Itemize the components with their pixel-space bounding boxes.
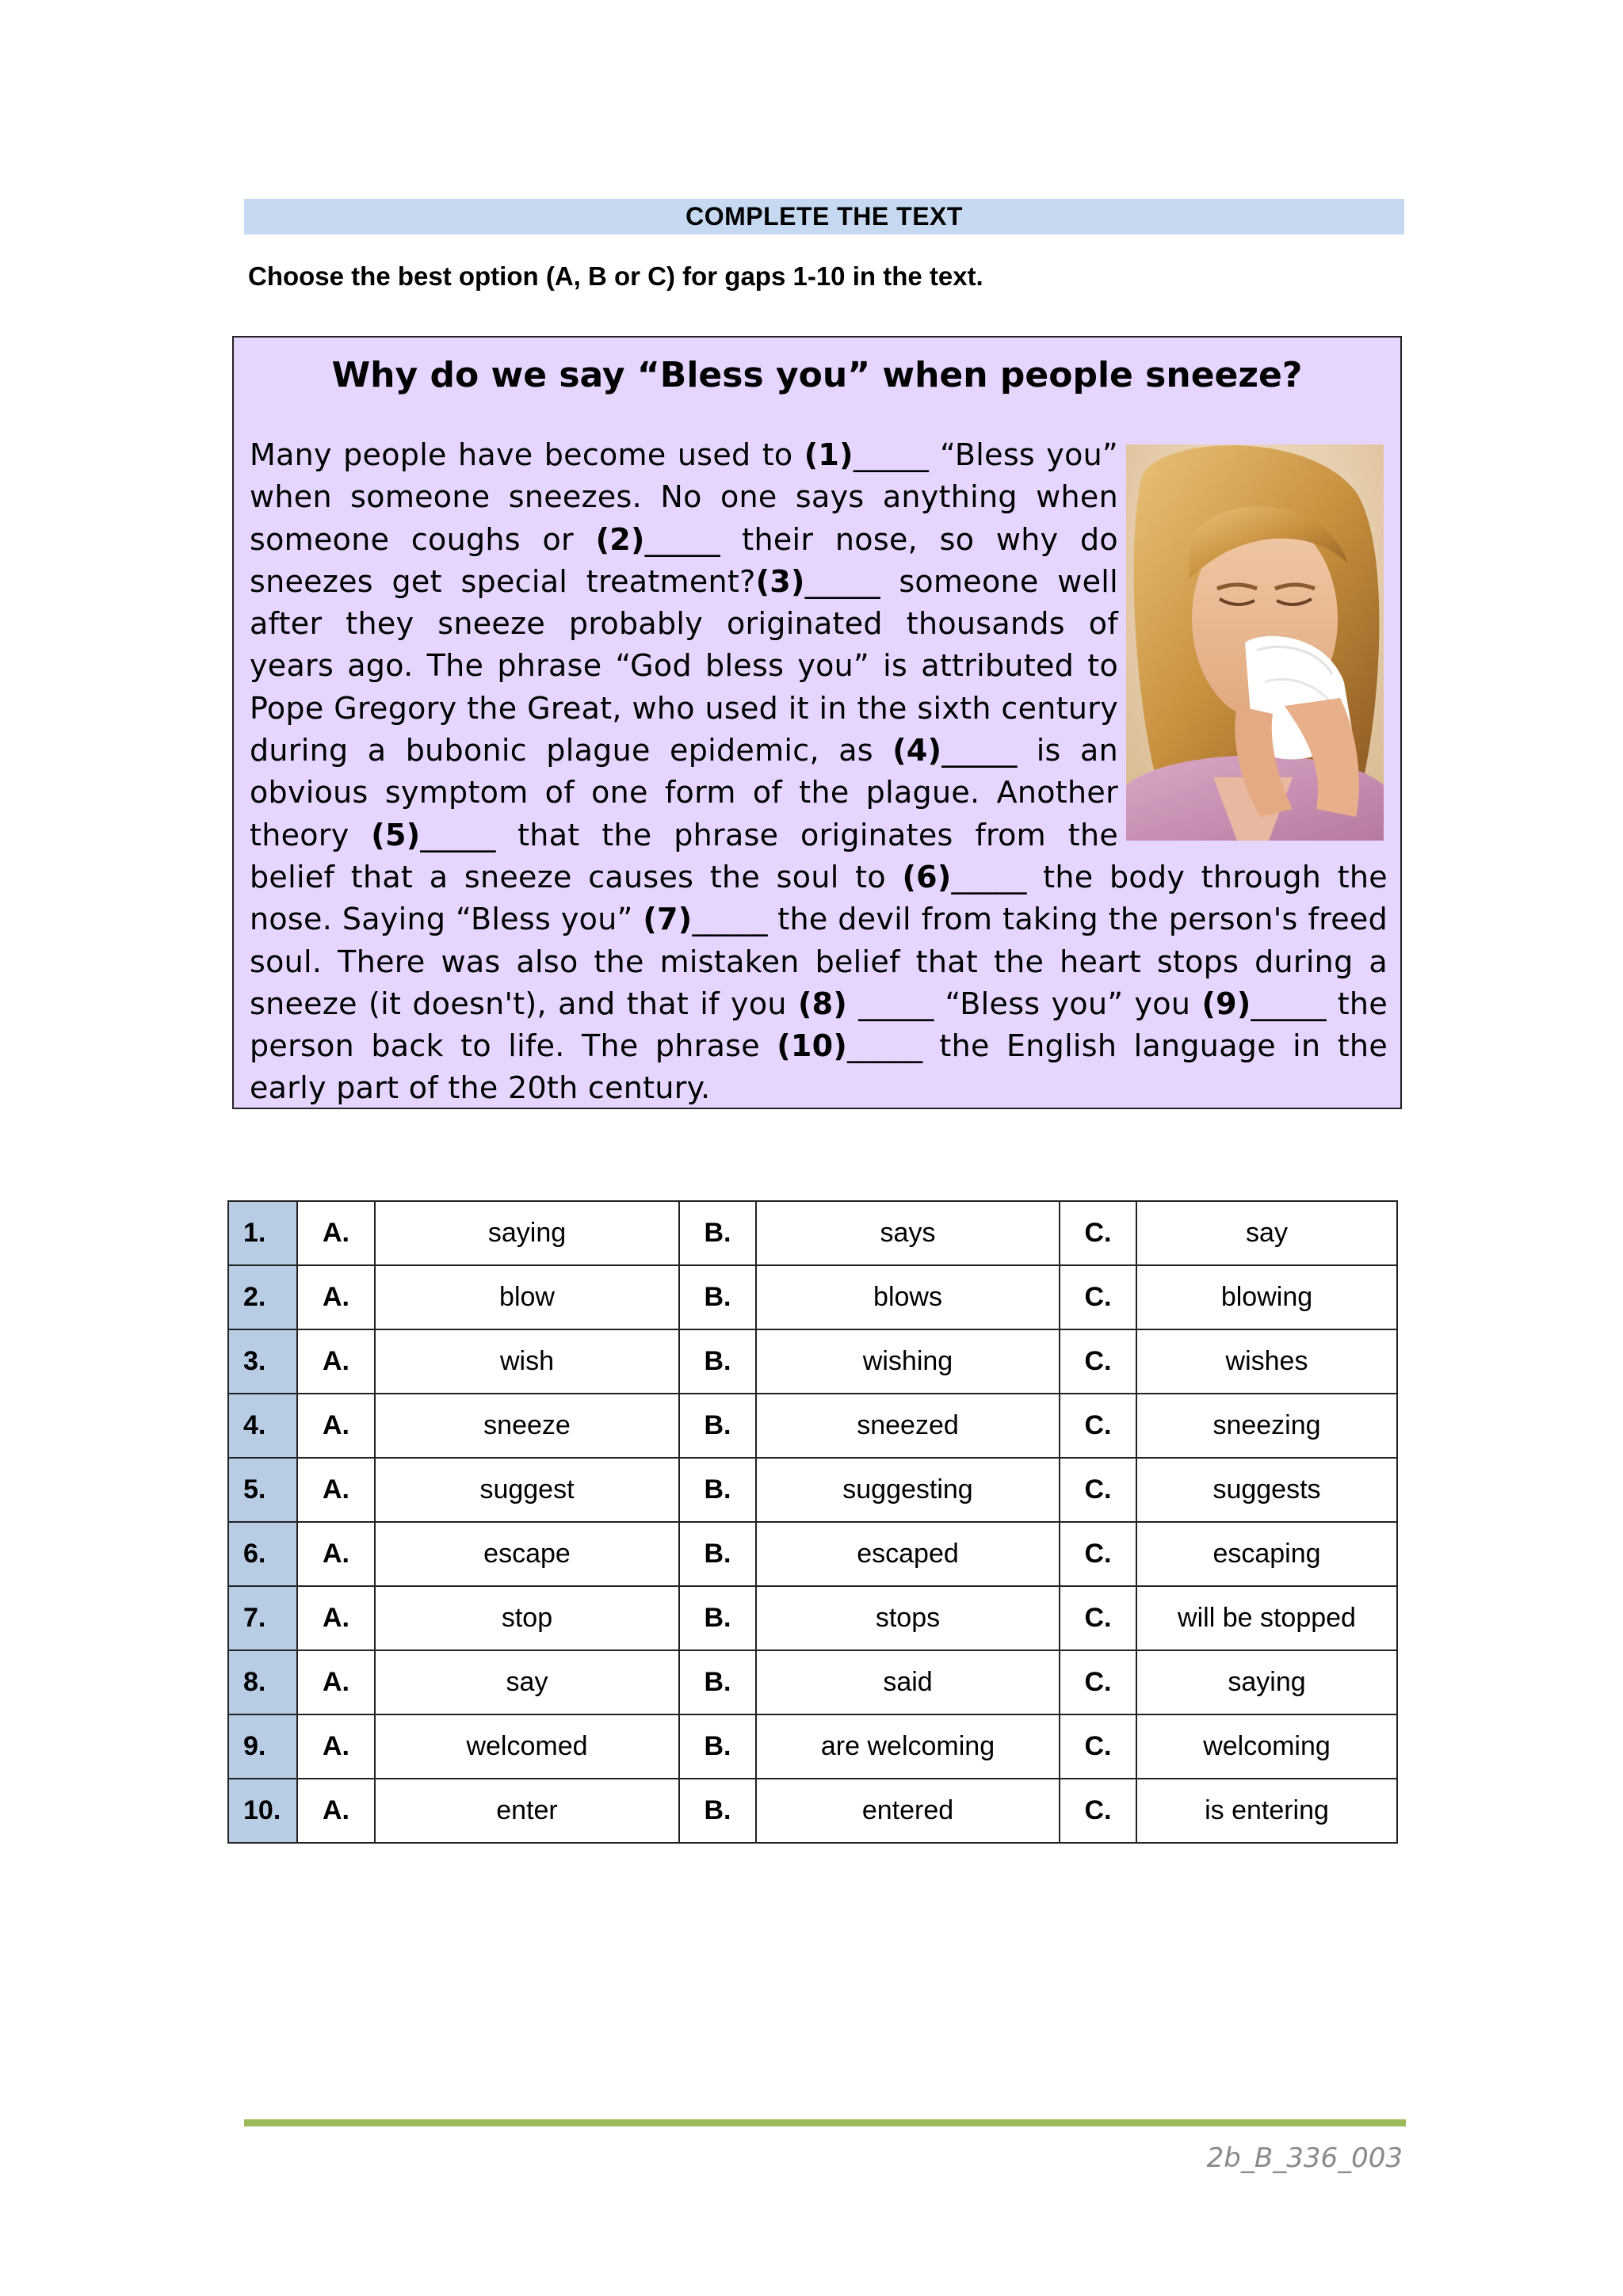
section-header (244, 199, 1404, 235)
option-a: suggest (375, 1458, 679, 1522)
option-letter-b: B. (679, 1394, 756, 1458)
passage-text: that the phrase originates from the belief that a sneeze causes the soul to (250, 817, 1119, 894)
footer-rule (244, 2119, 1406, 2126)
gap-blank: _____ (692, 902, 768, 937)
option-b: says (756, 1201, 1060, 1265)
passage-text: “Bless you” you (934, 986, 1202, 1021)
question-number: 4. (228, 1394, 297, 1458)
question-number: 10. (228, 1779, 297, 1843)
gap-blank: _____ (644, 521, 720, 557)
gap-blank: _____ (853, 437, 929, 472)
question-number: 7. (228, 1586, 297, 1650)
option-c: say (1136, 1201, 1397, 1265)
reading-box (232, 336, 1402, 1109)
option-a: sneeze (375, 1394, 679, 1458)
passage-text: their nose, so why do sneezes get special treatment? (250, 521, 1118, 599)
footer-code: 2b_B_336_003 (1206, 2142, 1403, 2174)
option-letter-c: C. (1060, 1714, 1136, 1779)
option-letter-c: C. (1060, 1394, 1136, 1458)
table-row (228, 1394, 1397, 1458)
option-letter-c: C. (1060, 1779, 1136, 1843)
gap-number: (10) (777, 1028, 848, 1064)
gap-number: (7) (643, 902, 693, 937)
passage-text: Many people have become used to (250, 437, 804, 472)
gap-number: (2) (595, 521, 645, 557)
option-b: are welcoming (756, 1714, 1060, 1779)
option-c: is entering (1136, 1779, 1397, 1843)
table-row (228, 1714, 1397, 1779)
gap-blank: _____ (941, 733, 1018, 769)
question-number: 1. (228, 1201, 297, 1265)
option-b: wishing (756, 1329, 1060, 1394)
option-letter-a: A. (297, 1201, 375, 1265)
option-a: stop (375, 1586, 679, 1650)
passage-text: “Bless you” when someone sneezes. No one says anything when someone coughs or (250, 437, 1118, 557)
gap-number: (4) (892, 733, 942, 769)
option-letter-c: C. (1060, 1650, 1136, 1714)
option-letter-b: B. (679, 1329, 756, 1394)
option-letter-b: B. (679, 1522, 756, 1586)
option-c: blowing (1136, 1265, 1397, 1329)
option-letter-c: C. (1060, 1522, 1136, 1586)
option-c: wishes (1136, 1329, 1397, 1394)
option-c: saying (1136, 1650, 1397, 1714)
gap-number: (6) (902, 859, 952, 894)
table-row (228, 1458, 1397, 1522)
option-a: saying (375, 1201, 679, 1265)
gap-blank: _____ (420, 817, 496, 852)
option-a: blow (375, 1265, 679, 1329)
option-letter-c: C. (1060, 1201, 1136, 1265)
option-letter-c: C. (1060, 1329, 1136, 1394)
gap-number: (9) (1201, 986, 1251, 1021)
gap-blank: _____ (1251, 986, 1327, 1021)
gap-number: (8) (797, 986, 848, 1021)
table-row (228, 1586, 1397, 1650)
option-letter-c: C. (1060, 1586, 1136, 1650)
option-letter-b: B. (679, 1201, 756, 1265)
passage-text: the English language in the early part of the 20th century. (250, 1028, 1388, 1106)
option-letter-a: A. (297, 1394, 375, 1458)
option-b: said (756, 1650, 1060, 1714)
question-number: 3. (228, 1329, 297, 1394)
option-letter-a: A. (297, 1458, 375, 1522)
option-letter-b: B. (679, 1650, 756, 1714)
option-b: blows (756, 1265, 1060, 1329)
reading-title: Why do we say “Bless you” when people sneeze? (331, 355, 1303, 395)
option-letter-a: A. (297, 1779, 375, 1843)
question-number: 9. (228, 1714, 297, 1779)
question-number: 5. (228, 1458, 297, 1522)
option-b: stops (756, 1586, 1060, 1650)
option-letter-a: A. (297, 1522, 375, 1586)
options-table (227, 1200, 1398, 1844)
option-a: escape (375, 1522, 679, 1586)
option-c: welcoming (1136, 1714, 1397, 1779)
option-a: welcomed (375, 1714, 679, 1779)
question-number: 2. (228, 1265, 297, 1329)
question-number: 6. (228, 1522, 297, 1586)
option-letter-c: C. (1060, 1265, 1136, 1329)
option-c: will be stopped (1136, 1586, 1397, 1650)
option-a: say (375, 1650, 679, 1714)
option-a: enter (375, 1779, 679, 1843)
option-letter-a: A. (297, 1586, 375, 1650)
option-b: entered (756, 1779, 1060, 1843)
passage-text (847, 986, 858, 1021)
table-row (228, 1779, 1397, 1843)
option-c: sneezing (1136, 1394, 1397, 1458)
option-c: escaping (1136, 1522, 1397, 1586)
gap-blank: _____ (804, 563, 880, 599)
option-letter-a: A. (297, 1714, 375, 1779)
table-row (228, 1522, 1397, 1586)
passage-text: is an obvious symptom of one form of the plague. Another theory (250, 733, 1118, 852)
gap-blank: _____ (951, 859, 1027, 894)
option-c: suggests (1136, 1458, 1397, 1522)
table-row (228, 1329, 1397, 1394)
option-b: escaped (756, 1522, 1060, 1586)
option-letter-a: A. (297, 1650, 375, 1714)
gap-number: (3) (755, 563, 805, 599)
passage-text: the person back to life. The phrase (250, 986, 1388, 1064)
gap-blank: _____ (847, 1028, 923, 1064)
option-b: suggesting (756, 1458, 1060, 1522)
option-letter-b: B. (679, 1714, 756, 1779)
option-letter-a: A. (297, 1265, 375, 1329)
question-number: 8. (228, 1650, 297, 1714)
option-a: wish (375, 1329, 679, 1394)
option-letter-a: A. (297, 1329, 375, 1394)
passage-text: the devil from taking the person's freed soul. There was also the mistaken belief that the heart stops during a sneeze (it doesn't), and that if you (250, 902, 1388, 1021)
passage-text: someone well after they sneeze probably originated thousands of years ago. The phrase “God bless you” is attributed to Pope Gregory the Great, who used it in the sixth century during a bubonic plague epidemic, as (250, 563, 1118, 769)
option-b: sneezed (756, 1394, 1060, 1458)
section-title: COMPLETE THE TEXT (685, 202, 963, 231)
table-row (228, 1650, 1397, 1714)
option-letter-b: B. (679, 1265, 756, 1329)
instructions: Choose the best option (A, B or C) for gaps 1-10 in the text. (248, 261, 983, 291)
passage (250, 434, 1388, 1110)
option-letter-b: B. (679, 1586, 756, 1650)
gap-number: (1) (804, 437, 854, 472)
passage-text: the body through the nose. Saying “Bless you” (250, 859, 1388, 937)
option-letter-b: B. (679, 1779, 756, 1843)
option-letter-c: C. (1060, 1458, 1136, 1522)
table-row (228, 1265, 1397, 1329)
table-row (228, 1201, 1397, 1265)
gap-number: (5) (371, 817, 421, 852)
gap-blank: _____ (858, 986, 934, 1021)
option-letter-b: B. (679, 1458, 756, 1522)
